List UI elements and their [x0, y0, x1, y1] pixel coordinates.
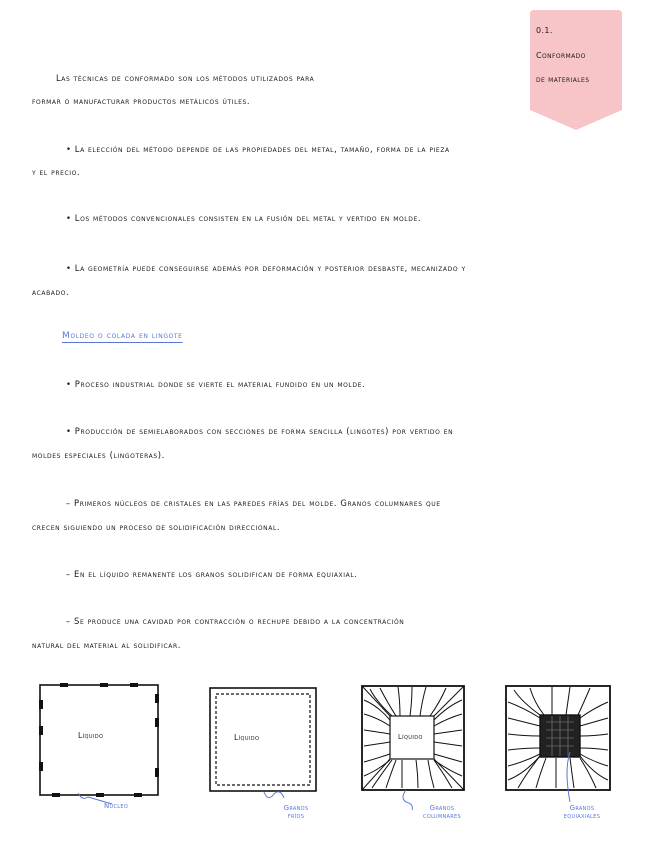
box2-label: Líquido — [234, 733, 260, 742]
section-paragraph-4-line-1: – En el líquido remanente los granos solidifican de forma equiaxial. — [66, 569, 358, 579]
tag-title-line2: de materiales — [536, 75, 590, 84]
section-heading: Moldeo o colada en lingote — [62, 331, 183, 341]
paragraph-1-line-2: formar o manufacturar productos metálicos útiles. — [32, 96, 251, 106]
box3-label: Líquido — [398, 733, 423, 741]
diagram-chill-grains — [210, 688, 316, 798]
diagram-equiaxed-grains — [506, 686, 610, 802]
section-paragraph-3-line-1: – Primeros núcleos de cristales en las paredes frías del molde. Granos columnares que — [66, 498, 441, 508]
diagram-columnar-grains — [362, 686, 464, 810]
section-paragraph-2-line-1: • Producción de semielaborados con secciones de forma sencilla (lingotes) por vertido en — [66, 426, 454, 436]
caption-equiaxed-grains: Granos equiaxiales — [563, 804, 601, 820]
section-paragraph-5-line-1: – Se produce una cavidad por contracción o rechupe debido a la concentración — [66, 616, 405, 626]
section-paragraph-2-line-2: moldes especiales (lingoteras). — [32, 450, 165, 460]
section-paragraph-5-line-2: natural del material al solidificar. — [32, 640, 182, 650]
section-paragraph-3-line-2: crecen siguiendo un proceso de solidificación direccional. — [32, 522, 281, 532]
tag-title-line1: Conformado — [536, 51, 586, 60]
diagram-nuclei — [39, 683, 159, 804]
paragraph-3-line-1: • Los métodos convencionales consisten en la fusión del metal y vertido en molde. — [66, 213, 422, 223]
tag-number: 0.1. — [536, 26, 553, 35]
caption-chill-grains: Granos fríos — [283, 804, 309, 820]
paragraph-2-line-1: • La elección del método depende de las propiedades del metal, tamaño, forma de la pieza — [66, 144, 450, 154]
caption-columnar-grains: Granos columnares — [423, 804, 461, 820]
box1-label: Líquido — [78, 731, 104, 740]
paragraph-4-line-1: • La geometría puede conseguirse además por deformación y posterior desbaste, mecanizado y — [66, 263, 466, 273]
paragraph-2-line-2: y el precio. — [32, 167, 81, 177]
paragraph-1-line-1: Las técnicas de conformado son los métodos utilizados para — [56, 73, 315, 83]
section-paragraph-1-line-1: • Proceso industrial donde se vierte el material fundido en un molde. — [66, 379, 366, 389]
paragraph-4-line-2: acabado. — [32, 287, 70, 297]
caption-nuclei: Núcleo — [104, 802, 129, 810]
